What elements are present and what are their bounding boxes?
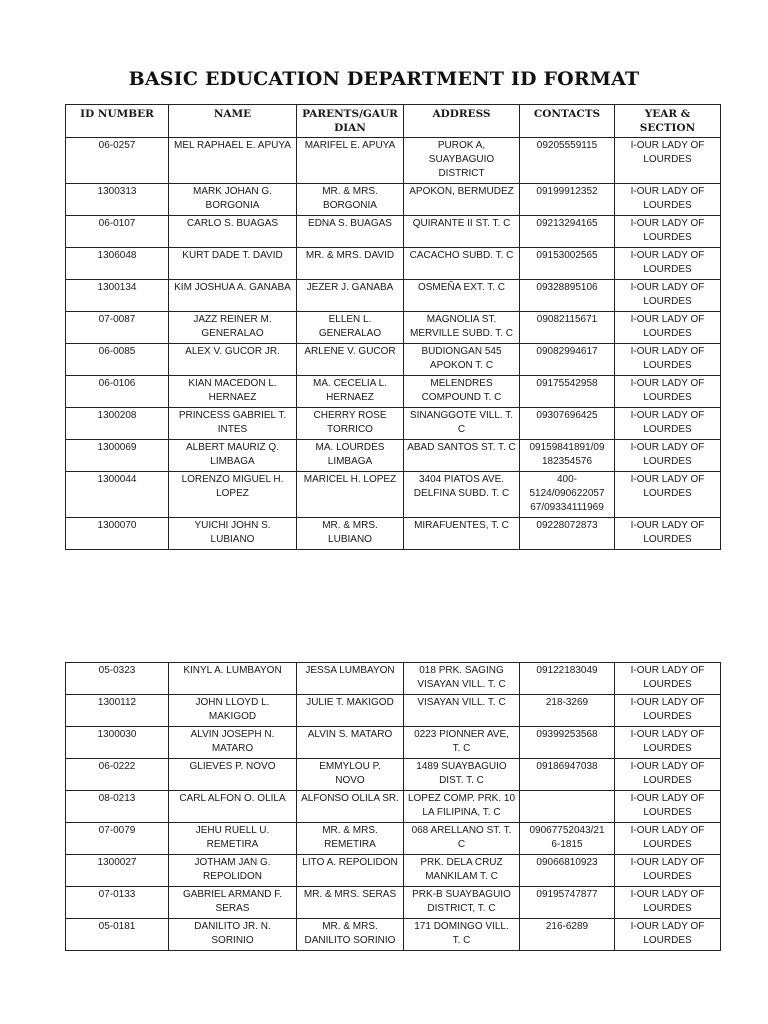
address-cell: 0223 PIONNER AVE, T. C	[404, 727, 520, 759]
name-cell: KIAN MACEDON L. HERNAEZ	[169, 376, 297, 408]
year-section-cell: I-OUR LADY OF LOURDES	[615, 248, 721, 280]
year-section-cell: I-OUR LADY OF LOURDES	[615, 791, 721, 823]
parent-guardian-cell: LITO A. REPOLIDON	[297, 855, 404, 887]
year-section-cell: I-OUR LADY OF LOURDES	[615, 440, 721, 472]
parent-guardian-cell: MR. & MRS. DAVID	[297, 248, 404, 280]
name-cell: ALVIN JOSEPH N. MATARO	[169, 727, 297, 759]
table-row	[66, 518, 721, 550]
contact-cell: 09186947038	[520, 759, 615, 791]
id-number-cell: 1300208	[66, 408, 169, 440]
parent-guardian-cell: MR. & MRS. SERAS	[297, 887, 404, 919]
name-cell: KIM JOSHUA A. GANABA	[169, 280, 297, 312]
parent-guardian-cell: ALFONSO OLILA SR.	[297, 791, 404, 823]
contact-cell: 400- 5124/090622057 67/09334111969	[520, 472, 615, 518]
year-section-cell: I-OUR LADY OF LOURDES	[615, 759, 721, 791]
year-section-cell: I-OUR LADY OF LOURDES	[615, 855, 721, 887]
address-cell: APOKON, BERMUDEZ	[404, 184, 520, 216]
table-row	[66, 919, 721, 951]
year-section-cell: I-OUR LADY OF LOURDES	[615, 376, 721, 408]
id-number-cell: 07-0087	[66, 312, 169, 344]
name-cell: KURT DADE T. DAVID	[169, 248, 297, 280]
id-number-cell: 1300044	[66, 472, 169, 518]
contact-cell: 09228072873	[520, 518, 615, 550]
address-cell: ABAD SANTOS ST. T. C	[404, 440, 520, 472]
id-number-cell: 06-0085	[66, 344, 169, 376]
table-row	[66, 440, 721, 472]
year-section-cell: I-OUR LADY OF LOURDES	[615, 663, 721, 695]
parent-guardian-cell: ELLEN L. GENERALAO	[297, 312, 404, 344]
address-cell: 068 ARELLANO ST. T. C	[404, 823, 520, 855]
parent-guardian-cell: MR. & MRS. REMETIRA	[297, 823, 404, 855]
parent-guardian-cell: ARLENE V. GUCOR	[297, 344, 404, 376]
contact-cell: 09195747877	[520, 887, 615, 919]
contact-cell: 09082994617	[520, 344, 615, 376]
id-number-cell: 05-0323	[66, 663, 169, 695]
table-row	[66, 823, 721, 855]
header-name: NAME	[169, 105, 297, 138]
contact-cell: 09082115671	[520, 312, 615, 344]
id-number-cell: 1300112	[66, 695, 169, 727]
parent-guardian-cell: MARIFEL E. APUYA	[297, 138, 404, 184]
name-cell: YUICHI JOHN S. LUBIANO	[169, 518, 297, 550]
name-cell: LORENZO MIGUEL H. LOPEZ	[169, 472, 297, 518]
name-cell: CARLO S. BUAGAS	[169, 216, 297, 248]
parent-guardian-cell: JESSA LUMBAYON	[297, 663, 404, 695]
table-row	[66, 472, 721, 518]
contact-cell	[520, 791, 615, 823]
header-address: ADDRESS	[404, 105, 520, 138]
year-section-cell: I-OUR LADY OF LOURDES	[615, 280, 721, 312]
address-cell: 3404 PIATOS AVE. DELFINA SUBD. T. C	[404, 472, 520, 518]
id-number-cell: 1306048	[66, 248, 169, 280]
id-number-cell: 06-0107	[66, 216, 169, 248]
header-year-section: YEAR & SECTION	[615, 105, 721, 138]
year-section-cell: I-OUR LADY OF LOURDES	[615, 184, 721, 216]
year-section-cell: I-OUR LADY OF LOURDES	[615, 138, 721, 184]
parent-guardian-cell: EMMYLOU P. NOVO	[297, 759, 404, 791]
parent-guardian-cell: MA. CECELIA L. HERNAEZ	[297, 376, 404, 408]
table-row	[66, 695, 721, 727]
name-cell: MEL RAPHAEL E. APUYA	[169, 138, 297, 184]
year-section-cell: I-OUR LADY OF LOURDES	[615, 919, 721, 951]
year-section-cell: I-OUR LADY OF LOURDES	[615, 216, 721, 248]
contact-cell: 218-3269	[520, 695, 615, 727]
parent-guardian-cell: JULIE T. MAKIGOD	[297, 695, 404, 727]
address-cell: LOPEZ COMP. PRK. 10 LA FILIPINA, T. C	[404, 791, 520, 823]
address-cell: MELENDRES COMPOUND T. C	[404, 376, 520, 408]
contact-cell: 09159841891/09 182354576	[520, 440, 615, 472]
year-section-cell: I-OUR LADY OF LOURDES	[615, 887, 721, 919]
contact-cell: 09199912352	[520, 184, 615, 216]
name-cell: JAZZ REINER M. GENERALAO	[169, 312, 297, 344]
id-number-cell: 1300313	[66, 184, 169, 216]
id-number-cell: 1300069	[66, 440, 169, 472]
id-number-cell: 1300030	[66, 727, 169, 759]
table-row	[66, 280, 721, 312]
header-id-number: ID NUMBER	[66, 105, 169, 138]
name-cell: JOTHAM JAN G. REPOLIDON	[169, 855, 297, 887]
address-cell: MAGNOLIA ST. MERVILLE SUBD. T. C	[404, 312, 520, 344]
table-row	[66, 663, 721, 695]
id-number-cell: 1300027	[66, 855, 169, 887]
address-cell: CACACHO SUBD. T. C	[404, 248, 520, 280]
address-cell: PRK-B SUAYBAGUIO DISTRICT, T. C	[404, 887, 520, 919]
table-row	[66, 312, 721, 344]
parent-guardian-cell: MARICEL H. LOPEZ	[297, 472, 404, 518]
parent-guardian-cell: EDNA S. BUAGAS	[297, 216, 404, 248]
table-row	[66, 855, 721, 887]
name-cell: PRINCESS GABRIEL T. INTES	[169, 408, 297, 440]
name-cell: KINYL A. LUMBAYON	[169, 663, 297, 695]
year-section-cell: I-OUR LADY OF LOURDES	[615, 823, 721, 855]
contact-cell: 216-6289	[520, 919, 615, 951]
document-title: BASIC EDUCATION DEPARTMENT ID FORMAT	[128, 68, 640, 90]
year-section-cell: I-OUR LADY OF LOURDES	[615, 695, 721, 727]
address-cell: 018 PRK. SAGING VISAYAN VILL. T. C	[404, 663, 520, 695]
table-row	[66, 138, 721, 184]
table-row	[66, 184, 721, 216]
student-id-table-page1	[65, 104, 721, 550]
year-section-cell: I-OUR LADY OF LOURDES	[615, 727, 721, 759]
id-number-cell: 06-0222	[66, 759, 169, 791]
id-number-cell: 05-0181	[66, 919, 169, 951]
address-cell: SINANGGOTE VILL. T. C	[404, 408, 520, 440]
contact-cell: 09328895106	[520, 280, 615, 312]
name-cell: MARK JOHAN G. BORGONIA	[169, 184, 297, 216]
parent-guardian-cell: MR. & MRS. LUBIANO	[297, 518, 404, 550]
parent-guardian-cell: JEZER J. GANABA	[297, 280, 404, 312]
table-row	[66, 408, 721, 440]
table-row	[66, 216, 721, 248]
year-section-cell: I-OUR LADY OF LOURDES	[615, 408, 721, 440]
address-cell: BUDIONGAN 545 APOKON T. C	[404, 344, 520, 376]
address-cell: MIRAFUENTES, T. C	[404, 518, 520, 550]
contact-cell: 09153002565	[520, 248, 615, 280]
name-cell: ALBERT MAURIZ Q. LIMBAGA	[169, 440, 297, 472]
table-row	[66, 791, 721, 823]
header-contacts: CONTACTS	[520, 105, 615, 138]
id-number-cell: 07-0133	[66, 887, 169, 919]
contact-cell: 09399253568	[520, 727, 615, 759]
address-cell: 171 DOMINGO VILL. T. C	[404, 919, 520, 951]
address-cell: PUROK A, SUAYBAGUIO DISTRICT	[404, 138, 520, 184]
year-section-cell: I-OUR LADY OF LOURDES	[615, 472, 721, 518]
table-row	[66, 887, 721, 919]
name-cell: CARL ALFON O. OLILA	[169, 791, 297, 823]
year-section-cell: I-OUR LADY OF LOURDES	[615, 344, 721, 376]
table-header-row	[66, 105, 721, 138]
id-number-cell: 06-0257	[66, 138, 169, 184]
name-cell: GABRIEL ARMAND F. SERAS	[169, 887, 297, 919]
address-cell: QUIRANTE II ST. T. C	[404, 216, 520, 248]
contact-cell: 09122183049	[520, 663, 615, 695]
contact-cell: 09175542958	[520, 376, 615, 408]
id-number-cell: 06-0106	[66, 376, 169, 408]
id-number-cell: 1300134	[66, 280, 169, 312]
id-number-cell: 07-0079	[66, 823, 169, 855]
parent-guardian-cell: MR. & MRS. BORGONIA	[297, 184, 404, 216]
year-section-cell: I-OUR LADY OF LOURDES	[615, 518, 721, 550]
table-row	[66, 727, 721, 759]
name-cell: DANILITO JR. N. SORINIO	[169, 919, 297, 951]
contact-cell: 09067752043/21 6-1815	[520, 823, 615, 855]
table-row	[66, 759, 721, 791]
contact-cell: 09205559115	[520, 138, 615, 184]
year-section-cell: I-OUR LADY OF LOURDES	[615, 312, 721, 344]
address-cell: OSMEÑA EXT. T. C	[404, 280, 520, 312]
address-cell: 1489 SUAYBAGUIO DIST. T. C	[404, 759, 520, 791]
name-cell: GLIEVES P. NOVO	[169, 759, 297, 791]
table-row	[66, 344, 721, 376]
name-cell: ALEX V. GUCOR JR.	[169, 344, 297, 376]
id-number-cell: 1300070	[66, 518, 169, 550]
parent-guardian-cell: MR. & MRS. DANILITO SORINIO	[297, 919, 404, 951]
name-cell: JOHN LLOYD L. MAKIGOD	[169, 695, 297, 727]
table-row	[66, 248, 721, 280]
id-number-cell: 08-0213	[66, 791, 169, 823]
student-id-table-page2	[65, 662, 721, 951]
name-cell: JEHU RUELL U. REMETIRA	[169, 823, 297, 855]
contact-cell: 09213294165	[520, 216, 615, 248]
header-parents-guardian: PARENTS/GAUR DIAN	[297, 105, 404, 138]
address-cell: VISAYAN VILL. T. C	[404, 695, 520, 727]
parent-guardian-cell: ALVIN S. MATARO	[297, 727, 404, 759]
contact-cell: 09307696425	[520, 408, 615, 440]
table-row	[66, 376, 721, 408]
parent-guardian-cell: CHERRY ROSE TORRICO	[297, 408, 404, 440]
address-cell: PRK. DELA CRUZ MANKILAM T. C	[404, 855, 520, 887]
parent-guardian-cell: MA. LOURDES LIMBAGA	[297, 440, 404, 472]
contact-cell: 09066810923	[520, 855, 615, 887]
